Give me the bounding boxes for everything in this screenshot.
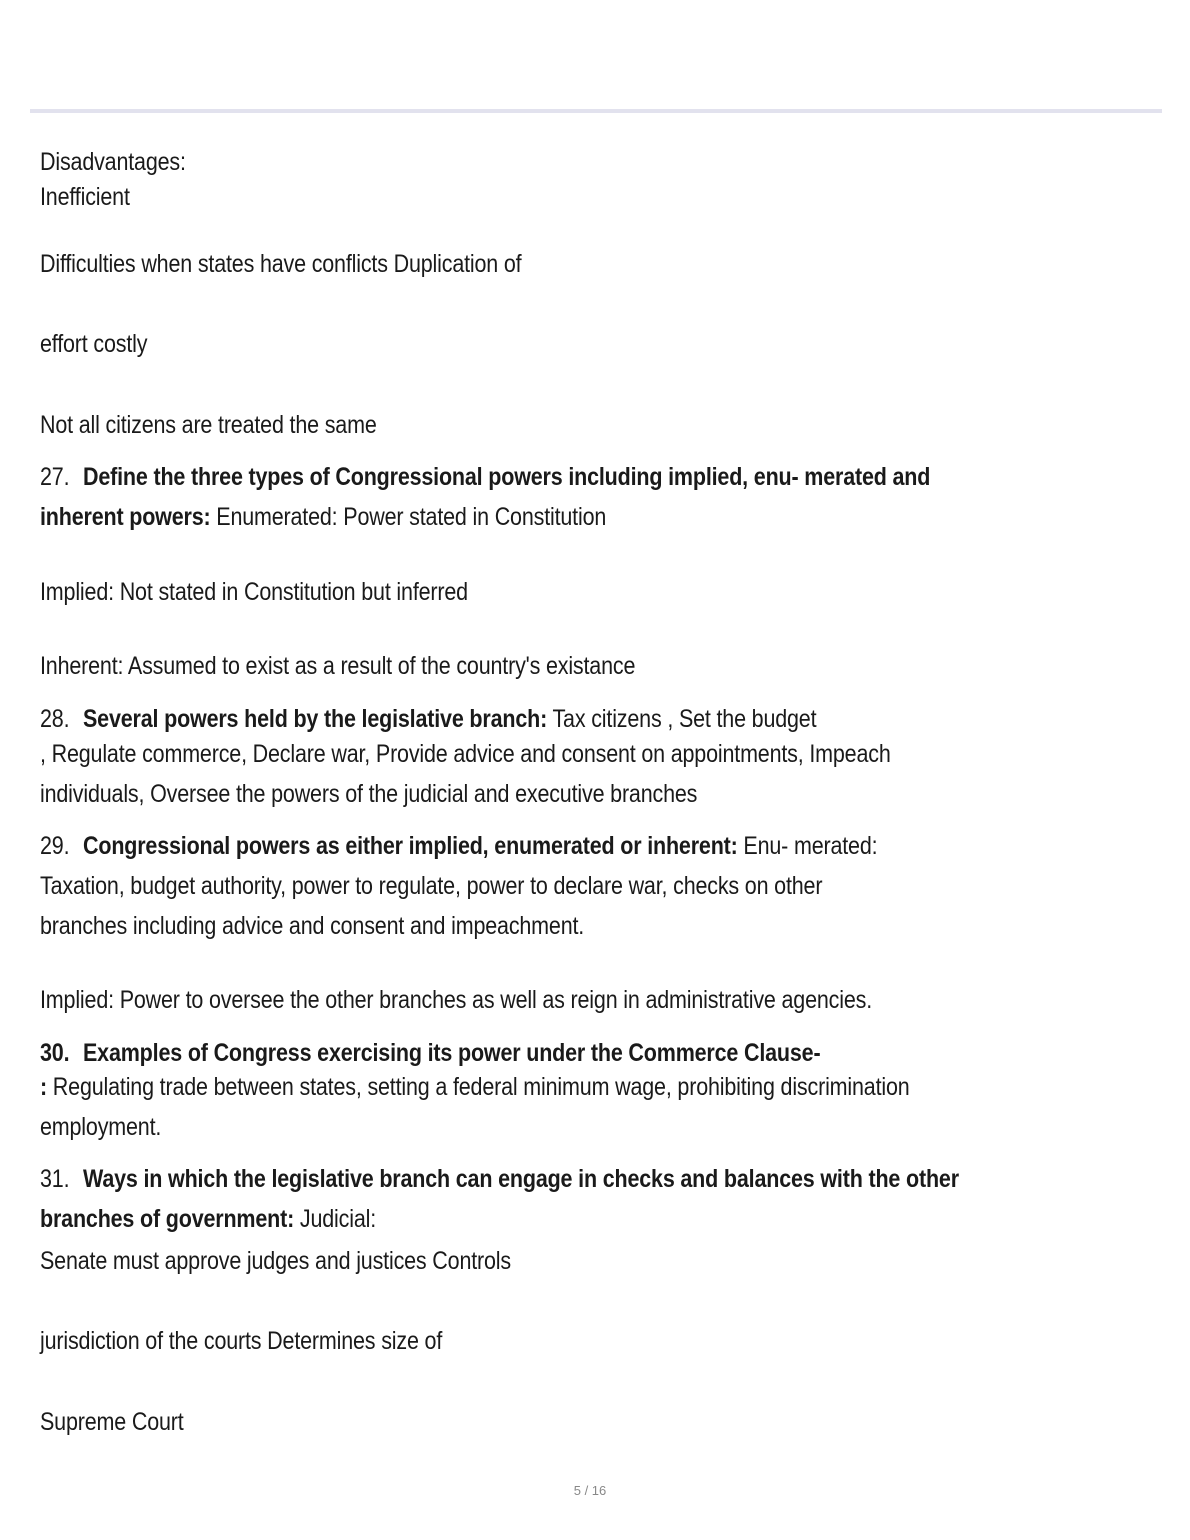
q29-question: Congressional powers as either implied, enumerated or inherent:	[83, 832, 738, 860]
disadvantage-item: Inefficient	[40, 183, 130, 211]
q28-answer: Tax citizens , Set the budget	[547, 705, 817, 733]
q27-answer-inherent: Inherent: Assumed to exist as a result of the country's existance	[40, 652, 636, 680]
page-indicator: 5 / 16	[573, 1483, 607, 1498]
q31-number: 31.	[40, 1165, 70, 1193]
q29-number: 29.	[40, 832, 70, 860]
q27-question-end: inherent powers:	[40, 503, 211, 531]
q27-question-line-2	[40, 500, 606, 534]
q30-answer-line-2: employment.	[40, 1113, 162, 1141]
q31-question-line-2	[40, 1202, 376, 1236]
q30-number: 30.	[40, 1039, 70, 1067]
q28-answer-line: individuals, Oversee the powers of the judicial and executive branches	[40, 780, 698, 808]
q28-question: Several powers held by the legislative branch:	[83, 705, 548, 733]
q31-question-end: branches of government:	[40, 1205, 295, 1233]
q30-answer-line	[40, 1070, 910, 1104]
disadvantage-item: Difficulties when states have conflicts Duplication of	[40, 250, 522, 278]
q29-answer: Enu- merated:	[737, 832, 878, 860]
q31-question: Ways in which the legislative branch can engage in checks and balances with the other	[83, 1165, 959, 1193]
q31-answer-line: Senate must approve judges and justices Controls	[40, 1247, 511, 1275]
disadvantages-heading: Disadvantages:	[40, 148, 186, 176]
q31-answer-line: jurisdiction of the courts Determines size of	[40, 1327, 443, 1355]
q27-question: Define the three types of Congressional powers including implied, enu- merated and	[83, 463, 931, 491]
q27-question-line	[40, 460, 930, 494]
q29-answer-line: branches including advice and consent and impeachment.	[40, 912, 585, 940]
q30-question-end: :	[40, 1073, 48, 1101]
q27-answer-implied: Implied: Not stated in Constitution but inferred	[40, 578, 468, 606]
q30-question-line	[40, 1036, 820, 1070]
q29-answer-line: Taxation, budget authority, power to regulate, power to declare war, checks on other	[40, 872, 823, 900]
q31-question-line	[40, 1162, 959, 1196]
disadvantage-item: Not all citizens are treated the same	[40, 411, 377, 439]
q29-question-line	[40, 829, 877, 863]
q29-answer-implied: Implied: Power to oversee the other branches as well as reign in administrative agencies.	[40, 986, 872, 1014]
q28-answer-line: , Regulate commerce, Declare war, Provide advice and consent on appointments, Impeach	[40, 740, 891, 768]
disadvantage-item: effort costly	[40, 330, 148, 358]
q27-answer: Enumerated: Power stated in Constitution	[210, 503, 607, 531]
q31-answer: Judicial:	[294, 1205, 377, 1233]
q30-answer: Regulating trade between states, setting a federal minimum wage, prohibiting discrimination	[47, 1073, 910, 1101]
q30-question: Examples of Congress exercising its power under the Commerce Clause-	[83, 1039, 821, 1067]
header-divider	[30, 109, 1162, 113]
q31-answer-line: Supreme Court	[40, 1408, 184, 1436]
q28-question-line	[40, 702, 816, 736]
q28-number: 28.	[40, 705, 70, 733]
q27-number: 27.	[40, 463, 70, 491]
